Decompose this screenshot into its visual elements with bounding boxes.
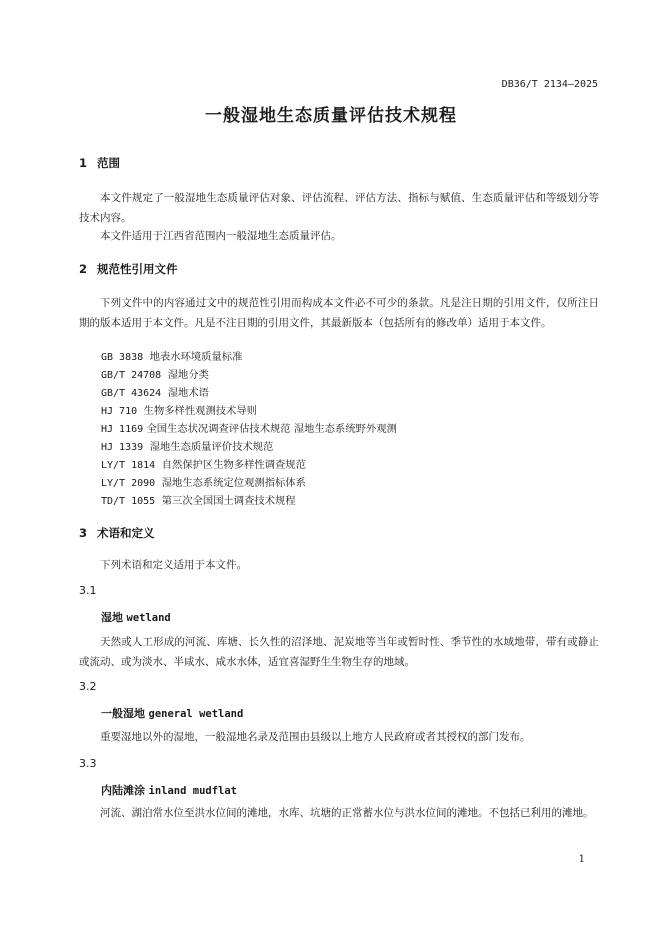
term-definition: 重要湿地以外的湿地，一般湿地名录及范围由县级以上地方人民政府或者其授权的部门发布。 — [100, 731, 531, 743]
section-number: 1 — [79, 156, 88, 170]
scope-paragraph-1: 本文件规定了一般湿地生态质量评估对象、评估流程、评估方法、指标与赋值、生态质量评估和等级划分等技术内容。 — [79, 192, 599, 224]
reference-item — [101, 384, 209, 399]
term-entry — [101, 705, 243, 721]
reference-title: 湿地分类 — [167, 369, 209, 381]
standard-code: DB36/T 2134—2025 — [501, 79, 598, 90]
reference-code: TD/T 1055 — [101, 496, 156, 507]
term-definition: 天然或人工形成的河流、库塘、长久性的沼泽地、泥炭地等当年或暂时性、季节性的水域地带，带有或静止或流动、或为淡水、半咸水、咸水水体，适宜喜湿野生生物生存的地域。 — [79, 636, 599, 668]
reference-title: 生物多样性观测技术导则 — [143, 405, 257, 417]
section-heading-scope — [79, 155, 120, 171]
reference-code: GB/T 24708 — [101, 370, 162, 381]
reference-item — [101, 474, 306, 489]
term-definition: 河流、湖泊常水位至洪水位间的滩地，水库、坑塘的正常蓄水位与洪水位间的滩地。不包括已利用的滩地。 — [100, 807, 594, 819]
reference-title: 湿地术语 — [167, 387, 209, 399]
scope-paragraph-2: 本文件适用于江西省范围内一般湿地生态质量评估。 — [100, 230, 342, 242]
reference-code: HJ 1339 — [101, 442, 144, 453]
term-zh: 内陆滩涂 — [101, 784, 145, 797]
term-en: inland mudflat — [148, 785, 238, 797]
clause-number: 3.2 — [79, 680, 97, 693]
reference-code: LY/T 1814 — [101, 460, 156, 471]
reference-code: GB/T 43624 — [101, 388, 162, 399]
term-entry — [101, 782, 237, 798]
term-zh: 湿地 — [101, 611, 123, 624]
reference-item — [101, 492, 296, 507]
section-number: 2 — [79, 262, 88, 276]
reference-code: GB 3838 — [101, 352, 144, 363]
section-title: 术语和定义 — [97, 526, 155, 540]
reference-item — [101, 366, 209, 381]
section-number: 3 — [79, 526, 88, 540]
reference-title: 湿地生态质量评价技术规范 — [149, 441, 274, 453]
references-intro: 下列文件中的内容通过文中的规范性引用而构成本文件必不可少的条款。凡是注日期的引用文件，仅所注日期的版本适用于本文件。凡是不注日期的引用文件，其最新版本（包括所有的修改单）适用于本文件。 — [79, 297, 599, 329]
term-en: general wetland — [148, 708, 244, 720]
reference-title: 湿地生态系统定位观测指标体系 — [161, 477, 306, 489]
term-zh: 一般湿地 — [101, 707, 145, 720]
reference-item — [101, 420, 397, 435]
reference-item — [101, 402, 257, 417]
term-en: wetland — [126, 612, 171, 624]
term-entry — [101, 609, 171, 625]
reference-code: HJ 710 — [101, 406, 138, 417]
reference-title: 地表水环境质量标准 — [149, 351, 243, 363]
terms-intro: 下列术语和定义适用于本文件。 — [100, 559, 247, 571]
clause-number: 3.3 — [79, 757, 97, 770]
reference-item — [101, 348, 242, 363]
section-heading-terms — [79, 525, 155, 541]
reference-title: 全国生态状况调查评估技术规范 湿地生态系统野外观测 — [146, 423, 397, 435]
document-title: 一般湿地生态质量评估技术规程 — [205, 106, 457, 126]
reference-title: 第三次全国国土调查技术规程 — [161, 495, 296, 507]
section-title: 规范性引用文件 — [97, 262, 178, 276]
reference-item — [101, 438, 273, 453]
reference-code: HJ 1169 — [101, 424, 144, 435]
reference-title: 自然保护区生物多样性调查规范 — [161, 459, 306, 471]
section-heading-normative-references — [79, 261, 178, 277]
clause-number: 3.1 — [79, 584, 97, 597]
section-title: 范围 — [97, 156, 120, 170]
reference-code: LY/T 2090 — [101, 478, 156, 489]
page-number: 1 — [578, 854, 585, 865]
reference-item — [101, 456, 306, 471]
